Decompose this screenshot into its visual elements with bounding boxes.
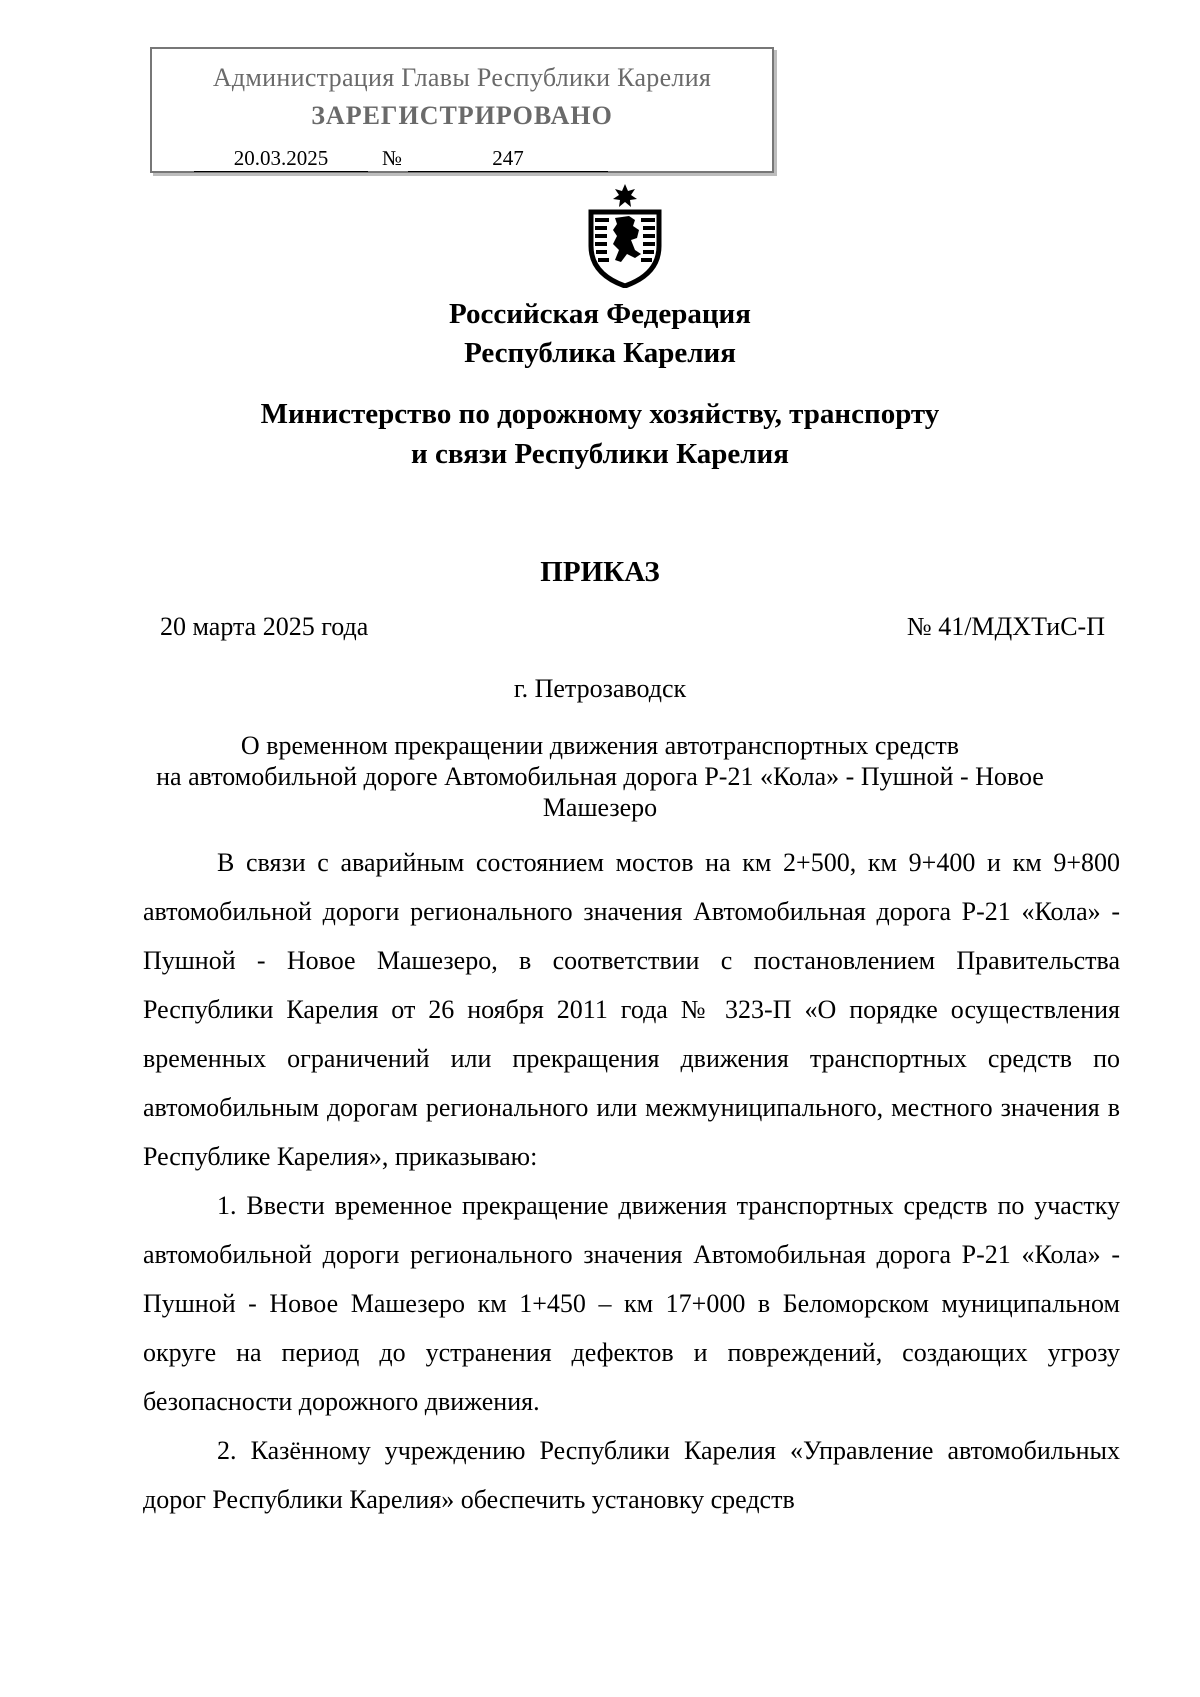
order-subject-line2: на автомобильной дороге Автомобильная дорога Р-21 «Кола» - Пушной - Новое [156,762,1044,791]
order-body [143,838,1120,1524]
stamp-status: ЗАРЕГИСТРИРОВАНО [311,101,613,130]
stamp-number: 247 [408,145,608,172]
order-number: № 41/МДХТиС-П [906,612,1105,641]
stamp-organization: Администрация Главы Республики Карелия [212,63,712,92]
republic-heading: Республика Карелия [464,337,736,369]
preamble-paragraph: В связи с аварийным состоянием мостов на км 2+500, км 9+400 и км 9+800 автомобильной дороги регионального значения Автомобильная дорога Р-21 «Кола» - Пушной - Новое Машезеро, в соответствии с постановлением Правительства Республики Карелия от 26 ноября 2011 года № 323-П «О порядке осуществления временных ограничений или прекращения движения транспортных средств по автомобильным дорогам регионального или межмуниципального, местного значения в Республике Карелия», приказываю: [143,848,1120,1171]
order-city: г. Петрозаводск [513,674,687,703]
ministry-heading-line1: Министерство по дорожному хозяйству, транспорту [260,398,940,430]
ministry-heading-line2: и связи Республики Карелия [411,438,789,470]
order-title: ПРИКАЗ [540,556,660,588]
registration-stamp [150,47,774,173]
country-heading: Российская Федерация [449,298,751,330]
order-date: 20 марта 2025 года [160,612,369,641]
item-2-paragraph: 2. Казённому учреждению Республики Карелия «Управление автомобильных дорог Республики Карелия» обеспечить установку средств [143,1436,1120,1514]
order-subject [0,730,1200,823]
karelia-coat-of-arms-icon [585,182,665,288]
order-subject-line3: Машезеро [542,793,658,822]
stamp-date: 20.03.2025 [194,145,368,172]
stamp-number-label: № [382,146,403,170]
item-1-paragraph: 1. Ввести временное прекращение движения транспортных средств по участку автомобильной дороги регионального значения Автомобильная дорога Р-21 «Кола» - Пушной - Новое Машезеро км 1+450 – км 17+000 в Беломорском муниципальном округе на период до устранения дефектов и повреждений, создающих угрозу безопасности дорожного движения. [143,1191,1120,1416]
order-subject-line1: О временном прекращении движения автотранспортных средств [240,731,960,760]
